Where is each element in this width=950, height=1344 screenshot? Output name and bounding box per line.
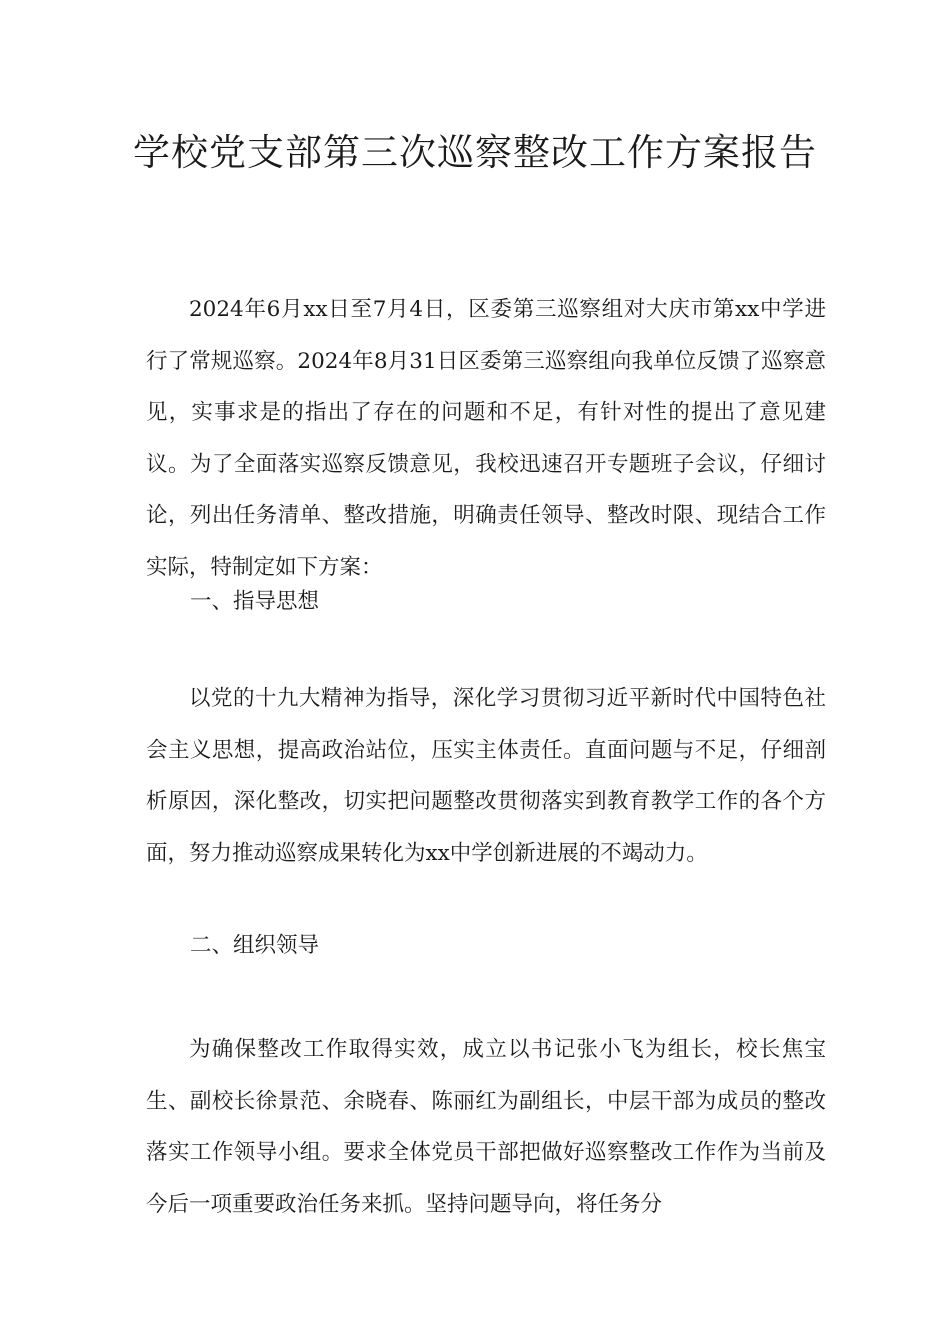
section-heading-organization: 二、组织领导 — [190, 933, 320, 958]
section-paragraph-organization: 为确保整改工作取得实效，成立以书记张小飞为组长，校长焦宝生、副校长徐景范、余晓春、陈丽红为副组长，中层干部为成员的整改落实工作领导小组。要求全体党员干部把做好巡察整改工作作为当前及今后一项重要政治任务来抓。坚持问题导向，将任务分 — [146, 1037, 826, 1217]
intro-paragraph: 2024年6月xx日至7月4日，区委第三巡察组对大庆市第xx中学进行了常规巡察。2024年8月31日区委第三巡察组向我单位反馈了巡察意见，实事求是的指出了存在的问题和不足，有针对性的提出了意见建议。为了全面落实巡察反馈意见，我校迅速召开专题班子会议，仔细讨论，列出任务清单、整改措施，明确责任领导、整改时限、现结合工作实际，特制定如下方案： — [146, 297, 826, 580]
section-heading-guiding-ideology: 一、指导思想 — [190, 589, 320, 614]
section-paragraph-guiding-ideology: 以党的十九大精神为指导，深化学习贯彻习近平新时代中国特色社会主义思想，提高政治站位，压实主体责任。直面问题与不足，仔细剖析原因，深化整改，切实把问题整改贯彻落实到教育教学工作的各个方面，努力推动巡察成果转化为xx中学创新进展的不竭动力。 — [146, 686, 826, 866]
document-title: 学校党支部第三次巡察整改工作方案报告 — [133, 131, 817, 174]
